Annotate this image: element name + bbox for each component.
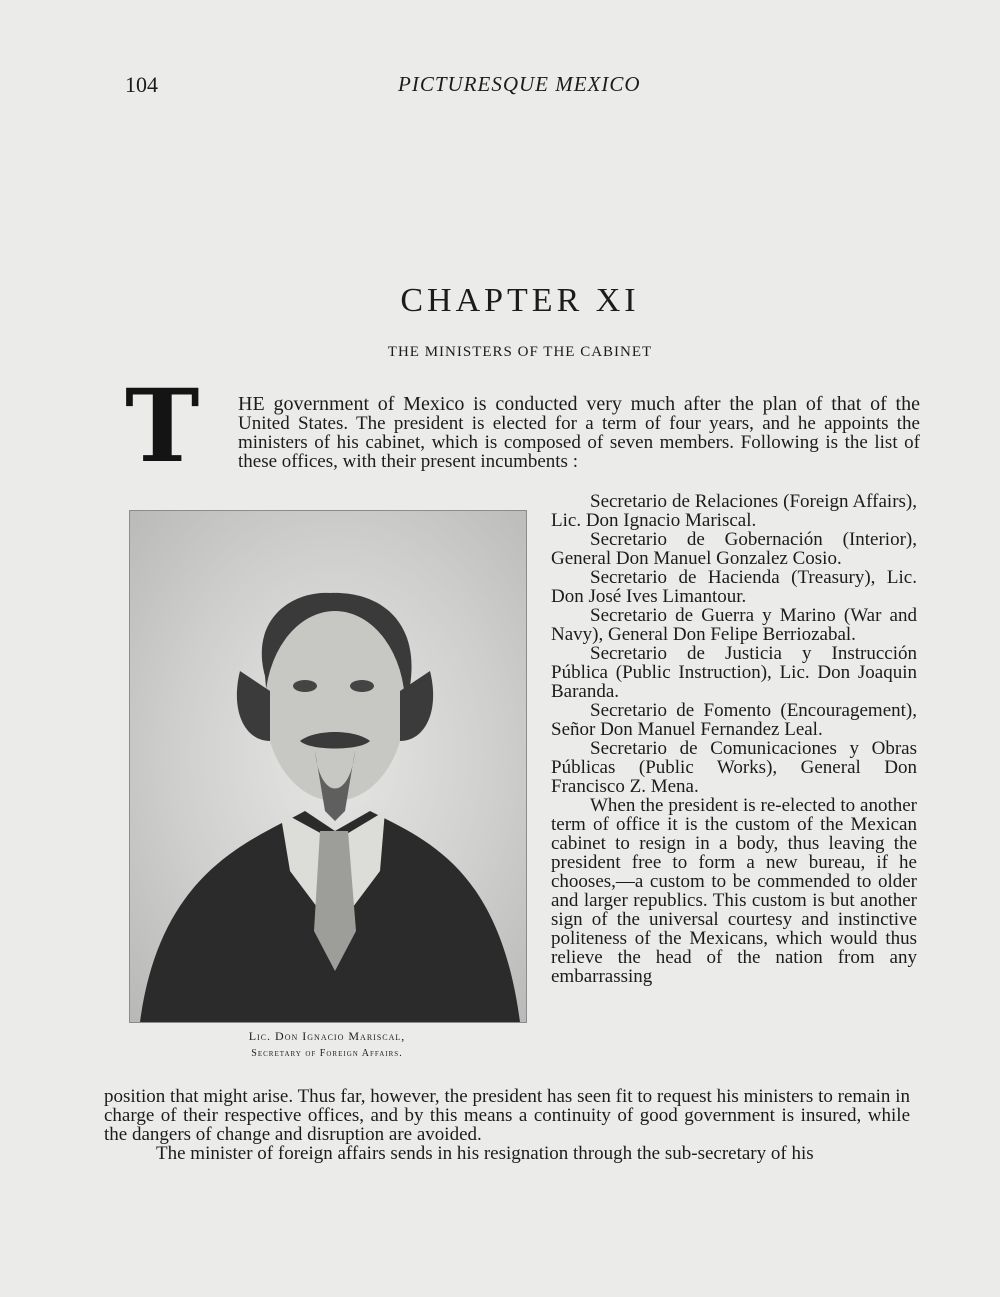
list-item: Secretario de Gobernación (Interior), General Don Manuel Gonzalez Cosio. [551,529,917,569]
portrait-illustration [130,511,526,1022]
caption-name: Lic. Don Ignacio Mariscal, [248,1029,406,1043]
list-item: Secretario de Hacienda (Treasury), Lic. Don José Ives Limantour. [551,567,917,607]
list-item: Secretario de Guerra y Marino (War and Navy), General Don Felipe Berriozabal. [551,605,917,645]
intro-lead: HE government of Mexico is conducted very much after the plan of that of the [238,393,920,415]
drop-cap: T [125,367,200,485]
resignation-paragraph-end: position that might arise. Thus far, however, the president has seen fit to request his ministers to remain in charge of their respective offices, and by this means a continuity of good government is insured, while the dangers of change and disruption are avoided. [104,1086,910,1145]
running-title: PICTURESQUE MEXICO [398,72,641,96]
list-item: Secretario de Fomento (Encouragement), Señor Don Manuel Fernandez Leal. [551,700,917,740]
portrait-photo [129,510,527,1023]
photo-caption [129,1028,525,1062]
intro-paragraph [238,395,920,471]
wide-text [104,1087,910,1163]
list-item: Secretario de Comunicaciones y Obras Públicas (Public Works), General Don Francisco Z. Mena. [551,738,917,797]
caption-title: Secretary of Foreign Affairs. [251,1048,403,1059]
cabinet-list [551,492,917,986]
list-item: Secretario de Relaciones (Foreign Affairs), Lic. Don Ignacio Mariscal. [551,491,917,531]
last-paragraph: The minister of foreign affairs sends in his resignation through the sub-secretary of his [156,1143,814,1164]
intro-text: United States. The president is elected for a term of four years, and he appoints the ministers of his cabinet, which is composed of seven members. Following is the list of these offices, with their present incumbents : [238,413,920,472]
chapter-subtitle: THE MINISTERS OF THE CABINET [387,344,653,360]
list-item: Secretario de Justicia y Instrucción Pública (Public Instruction), Lic. Don Joaquin Baranda. [551,643,917,702]
page-number: 104 [125,72,158,97]
resignation-paragraph-start: When the president is re-elected to another term of office it is the custom of the Mexican cabinet to resign in a body, thus leaving the president free to form a new bureau, if he chooses,—a custom to be commended to older and larger republics. This custom is but another sign of the universal courtesy and instinctive politeness of the Mexicans, which would thus relieve the head of the nation from any embarrassing [551,795,917,987]
chapter-title: CHAPTER XI [400,282,640,319]
